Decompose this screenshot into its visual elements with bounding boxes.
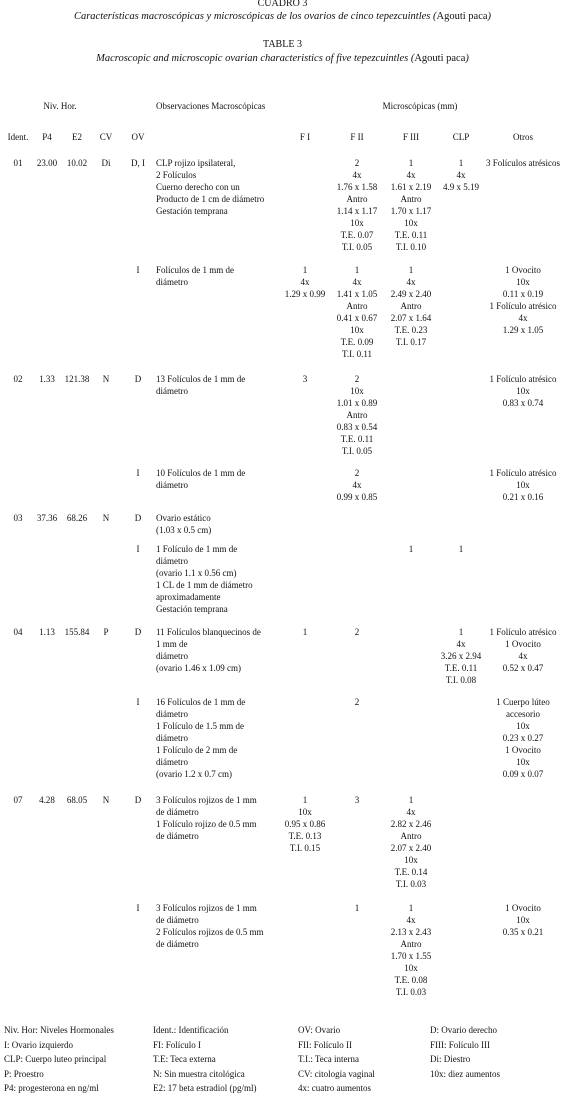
cell-otros: 1 Folículo atrésico 10x 0.21 x 0.16 — [489, 468, 557, 502]
cell-obs: 1 Folículo de 1 mm de diámetro (ovario 1.1 x 0.56 cm) 1 CL de 1 mm de diámetro aproximadamente Gestación temprana — [156, 544, 253, 614]
cell-f2: 3 — [354, 795, 360, 805]
header-otros: Otros — [513, 132, 533, 142]
cell-f2: 1 — [354, 903, 360, 913]
header-micro: Microscópicas (mm) — [382, 101, 458, 111]
cell-obs: 3 Folículos rojizos de 1 mm de diámetro 1 Folículo rojizo de 0.5 mm de diámetro — [156, 795, 257, 841]
cell-f3: 1 4x 2.82 x 2.46 Antro 2.07 x 2.40 10x T.E. 0.14 T.I. 0.03 — [390, 795, 432, 889]
cell-ov: D — [134, 627, 142, 637]
cell-f3: 1 4x 1.61 x 2.19 Antro 1.70 x 1.17 10x T.E. 0.11 T.I. 0.10 — [390, 158, 432, 252]
header-e2: E2 — [72, 132, 82, 142]
header-cv: CV — [99, 132, 113, 142]
cell-ov: I — [136, 265, 140, 275]
cell-f1: 3 — [302, 374, 308, 384]
cell-ident: 04 — [13, 627, 23, 637]
cell-ov: D, I — [131, 158, 145, 168]
cell-e2: 10.02 — [66, 158, 88, 168]
header-niv-hor: Niv. Hor. — [43, 101, 77, 111]
cell-clp: 1 — [458, 544, 464, 554]
cell-f3: 1 — [408, 544, 414, 554]
cell-ident: 01 — [13, 158, 23, 168]
cell-obs: Ovario estático (1.03 x 0.5 cm) — [156, 513, 212, 535]
legend-col-2: Ident.: Identificación FI: Folículo I T.E: Teca externa N: Sin muestra citológica E2: 17 beta estradiol (pg/ml) — [153, 1025, 257, 1093]
cell-ov: D — [134, 513, 142, 523]
cell-ov: D — [134, 795, 142, 805]
cell-f2: 2 4x 0.99 x 0.85 — [336, 468, 378, 502]
cell-obs: 16 Folículos de 1 mm de diámetro 1 Folículo de 1.5 mm de diámetro 1 Folículo de 2 mm de diámetro (ovario 1.2 x 0.7 cm) — [156, 697, 246, 779]
cell-f1: 1 — [302, 627, 308, 637]
cell-ov: I — [136, 544, 140, 554]
cell-p4: 4.28 — [39, 795, 55, 805]
cell-ov: I — [136, 468, 140, 478]
cell-obs: Folículos de 1 mm de diámetro — [156, 265, 234, 287]
cell-f2: 2 4x 1.76 x 1.58 Antro 1.14 x 1.17 10x T.E. 0.07 T.I. 0.05 — [336, 158, 378, 252]
cell-otros: 1 Cuerpo lúteo accesorio 10x 0.23 x 0.27 1 Ovocito 10x 0.09 x 0.07 — [496, 697, 550, 779]
cell-clp: 1 4x 4.9 x 5.19 — [443, 158, 479, 192]
cell-obs: CLP rojizo ipsilateral, 2 Folículos Cuerno derecho con un Producto de 1 cm de diámetro Gestación temprana — [156, 158, 265, 216]
cell-e2: 68.26 — [66, 513, 88, 523]
cell-f2: 2 — [354, 697, 360, 707]
cell-f2: 2 — [354, 627, 360, 637]
header-f1: F I — [299, 132, 311, 142]
cell-otros: 1 Folículo atrésico 1 Ovocito 4x 0.52 x 0.47 — [489, 627, 557, 673]
table-caption-en: Macroscopic and microscopic ovarian characteristics of five tepezcuintles (Agouti paca) — [96, 53, 469, 64]
cell-ov: I — [136, 903, 140, 913]
cell-f1: 1 10x 0.95 x 0.86 T.E. 0.13 T.I. 0.15 — [284, 795, 326, 853]
cell-f2: 1 4x 1.41 x 1.05 Antro 0.41 x 0.67 10x T.E. 0.09 T.I. 0.11 — [336, 265, 378, 359]
table-title-es-number: CUADRO 3 — [257, 0, 308, 9]
header-p4: P4 — [42, 132, 52, 142]
cell-cv: N — [102, 374, 110, 384]
cell-p4: 37.36 — [36, 513, 58, 523]
table-caption-es: Características macroscópicas y microscópicas de los ovarios de cinco tepezcuintles (Agouti paca) — [73, 11, 492, 22]
cell-p4: 23.00 — [36, 158, 58, 168]
header-clp: CLP — [452, 132, 470, 142]
cell-cv: N — [102, 513, 110, 523]
cell-f1: 1 4x 1.29 x 0.99 — [284, 265, 326, 299]
cell-obs: 10 Folículos de 1 mm de diámetro — [156, 468, 246, 490]
cell-otros: 1 Ovocito 10x 0.11 x 0.19 1 Folículo atrésico 4x 1.29 x 1.05 — [489, 265, 557, 335]
cell-ident: 03 — [13, 513, 23, 523]
cell-cv: P — [103, 627, 109, 637]
legend-col-1: Niv. Hor: Niveles Hormonales I: Ovario izquierdo CLP: Cuerpo luteo principal P: Proestro P4: progesterona en ng/ml — [4, 1025, 114, 1093]
header-f2: F II — [350, 132, 364, 142]
cell-p4: 1.13 — [39, 627, 55, 637]
cell-clp: 1 4x 3.26 x 2.94 T.E. 0.11 T.I. 0.08 — [440, 627, 482, 685]
cell-f2: 2 10x 1.01 x 0.89 Antro 0.83 x 0.54 T.E. 0.11 T.I. 0.05 — [336, 374, 378, 456]
header-f3: F III — [402, 132, 420, 142]
cell-f3: 1 4x 2.13 x 2.43 Antro 1.70 x 1.55 10x T.E. 0.08 T.I. 0.03 — [390, 903, 432, 997]
cell-e2: 68.05 — [66, 795, 88, 805]
cell-cv: N — [102, 795, 110, 805]
cell-obs: 11 Folículos blanquecinos de 1 mm de diámetro (ovario 1.46 x 1.09 cm) — [156, 627, 261, 673]
cell-f3: 1 4x 2.49 x 2.40 Antro 2.07 x 1.64 T.E. 0.23 T.I. 0.17 — [390, 265, 432, 347]
legend-col-3: OV: Ovario FII: Folículo II T.I.: Teca interna CV: citología vaginal 4x: cuatro aumentos — [298, 1025, 375, 1093]
cell-cv: Di — [101, 158, 111, 168]
cell-ov: D — [134, 374, 142, 384]
cell-ident: 07 — [13, 795, 23, 805]
header-ov: OV — [131, 132, 145, 142]
cell-e2: 155.84 — [64, 627, 90, 637]
legend-col-4: D: Ovario derecho FIII: Folículo III Di: Diestro 10x: diez aumentos — [430, 1025, 500, 1079]
cell-ov: I — [136, 697, 140, 707]
cell-obs: 13 Folículos de 1 mm de diámetro — [156, 374, 246, 396]
cell-otros: 3 Folículos atrésicos — [486, 158, 560, 168]
cell-p4: 1.33 — [39, 374, 55, 384]
header-ident: Ident. — [7, 132, 29, 142]
header-obs-macro: Observaciones Macroscópicas — [156, 101, 266, 111]
cell-otros: 1 Ovocito 10x 0.35 x 0.21 — [502, 903, 544, 937]
cell-obs: 3 Folículos rojizos de 1 mm de diámetro 2 Folículos rojizos de 0.5 mm de diámetro — [156, 903, 264, 949]
cell-ident: 02 — [13, 374, 23, 384]
cell-otros: 1 Folículo atrésico 10x 0.83 x 0.74 — [489, 374, 557, 408]
cell-e2: 121.38 — [64, 374, 90, 384]
table-title-en-number: TABLE 3 — [263, 39, 302, 50]
